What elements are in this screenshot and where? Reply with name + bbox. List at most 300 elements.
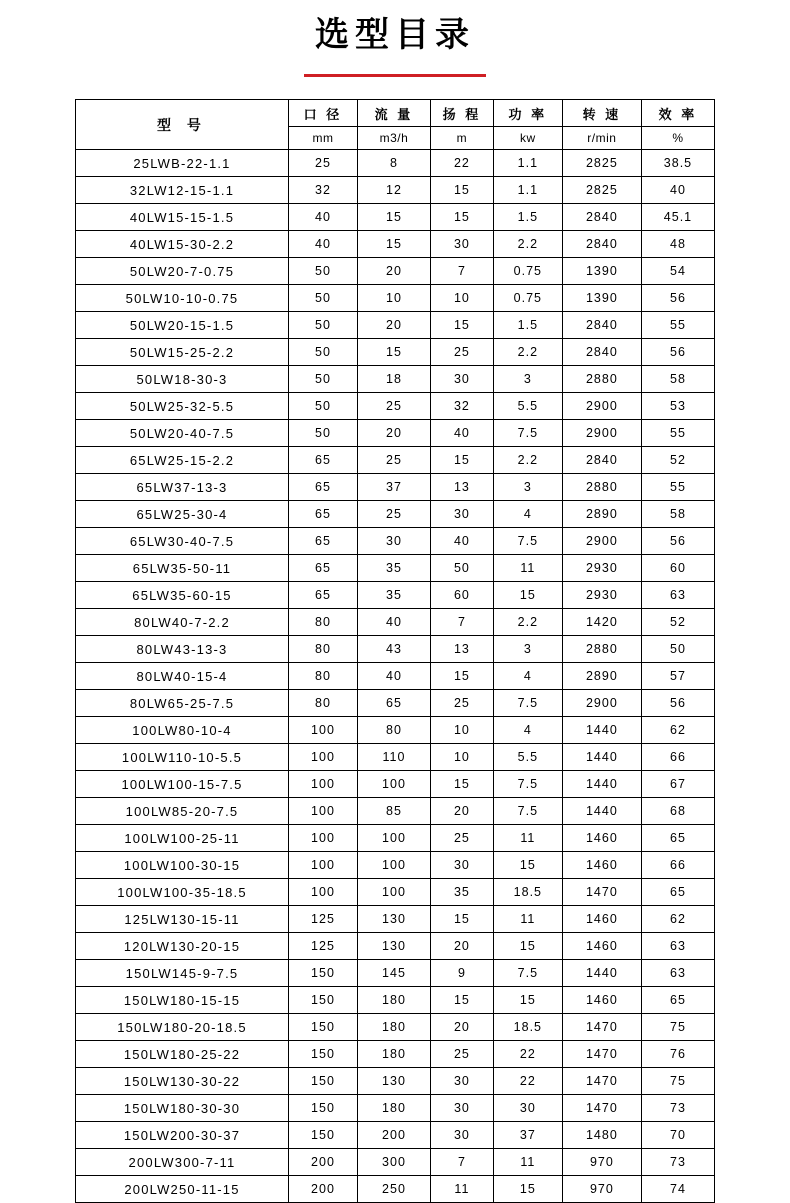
cell-value: 65 [289, 528, 358, 555]
cell-value: 1470 [562, 1014, 641, 1041]
cell-value: 15 [357, 339, 430, 366]
cell-value: 11 [493, 906, 562, 933]
cell-value: 25 [430, 690, 493, 717]
cell-value: 15 [430, 906, 493, 933]
cell-value: 50 [289, 366, 358, 393]
cell-value: 65 [641, 879, 714, 906]
cell-value: 66 [641, 744, 714, 771]
cell-value: 50 [289, 285, 358, 312]
cell-model: 200LW300-7-11 [76, 1149, 289, 1176]
table-row [76, 474, 715, 501]
cell-value: 2840 [562, 231, 641, 258]
cell-value: 9 [430, 960, 493, 987]
cell-value: 52 [641, 609, 714, 636]
cell-value: 80 [289, 690, 358, 717]
cell-value: 65 [289, 501, 358, 528]
unit-diameter: mm [289, 127, 358, 150]
cell-value: 56 [641, 285, 714, 312]
cell-model: 65LW35-60-15 [76, 582, 289, 609]
cell-value: 1460 [562, 906, 641, 933]
cell-value: 2840 [562, 204, 641, 231]
cell-value: 5.5 [493, 393, 562, 420]
cell-value: 70 [641, 1122, 714, 1149]
cell-value: 5.5 [493, 744, 562, 771]
cell-value: 7.5 [493, 960, 562, 987]
cell-value: 180 [357, 1041, 430, 1068]
cell-value: 25 [430, 339, 493, 366]
column-header-diameter: 口 径 [289, 100, 358, 127]
cell-value: 15 [493, 933, 562, 960]
cell-model: 100LW100-35-18.5 [76, 879, 289, 906]
cell-value: 7.5 [493, 420, 562, 447]
table-row [76, 501, 715, 528]
cell-value: 30 [430, 1068, 493, 1095]
cell-model: 150LW180-20-18.5 [76, 1014, 289, 1041]
cell-value: 63 [641, 960, 714, 987]
cell-value: 15 [430, 204, 493, 231]
cell-value: 55 [641, 420, 714, 447]
cell-value: 76 [641, 1041, 714, 1068]
cell-model: 50LW15-25-2.2 [76, 339, 289, 366]
page-title: 选型目录 [315, 16, 475, 54]
cell-value: 2900 [562, 528, 641, 555]
cell-model: 100LW85-20-7.5 [76, 798, 289, 825]
table-row [76, 690, 715, 717]
cell-value: 250 [357, 1176, 430, 1203]
cell-value: 65 [289, 474, 358, 501]
cell-model: 65LW25-15-2.2 [76, 447, 289, 474]
cell-value: 58 [641, 501, 714, 528]
cell-value: 1440 [562, 960, 641, 987]
cell-value: 200 [289, 1176, 358, 1203]
column-header-speed: 转 速 [562, 100, 641, 127]
cell-value: 63 [641, 933, 714, 960]
cell-value: 15 [430, 447, 493, 474]
cell-value: 48 [641, 231, 714, 258]
table-row [76, 1041, 715, 1068]
cell-value: 3 [493, 636, 562, 663]
table-row [76, 339, 715, 366]
cell-model: 50LW18-30-3 [76, 366, 289, 393]
column-header-flow: 流 量 [357, 100, 430, 127]
cell-value: 7.5 [493, 798, 562, 825]
cell-value: 15 [493, 1176, 562, 1203]
table-body [76, 150, 715, 1203]
unit-speed: r/min [562, 127, 641, 150]
cell-value: 100 [289, 852, 358, 879]
cell-value: 2930 [562, 555, 641, 582]
unit-head: m [430, 127, 493, 150]
cell-value: 2880 [562, 474, 641, 501]
cell-value: 15 [430, 771, 493, 798]
unit-flow: m3/h [357, 127, 430, 150]
cell-value: 53 [641, 393, 714, 420]
cell-value: 80 [289, 609, 358, 636]
table-row [76, 933, 715, 960]
table-row [76, 231, 715, 258]
title-underline [304, 74, 486, 77]
cell-value: 55 [641, 474, 714, 501]
cell-value: 130 [357, 933, 430, 960]
cell-value: 45.1 [641, 204, 714, 231]
cell-value: 2.2 [493, 231, 562, 258]
cell-model: 100LW100-30-15 [76, 852, 289, 879]
cell-value: 4 [493, 663, 562, 690]
cell-value: 15 [357, 204, 430, 231]
cell-value: 150 [289, 960, 358, 987]
cell-value: 43 [357, 636, 430, 663]
cell-model: 80LW65-25-7.5 [76, 690, 289, 717]
cell-value: 7.5 [493, 690, 562, 717]
cell-value: 62 [641, 906, 714, 933]
cell-value: 18 [357, 366, 430, 393]
cell-value: 4 [493, 501, 562, 528]
table-row [76, 879, 715, 906]
cell-value: 11 [493, 555, 562, 582]
cell-value: 2880 [562, 366, 641, 393]
cell-value: 145 [357, 960, 430, 987]
cell-model: 65LW37-13-3 [76, 474, 289, 501]
cell-value: 1460 [562, 933, 641, 960]
cell-value: 20 [357, 312, 430, 339]
cell-value: 50 [289, 312, 358, 339]
cell-value: 100 [289, 717, 358, 744]
cell-value: 100 [357, 825, 430, 852]
cell-value: 15 [430, 312, 493, 339]
cell-value: 15 [493, 852, 562, 879]
cell-value: 74 [641, 1176, 714, 1203]
table-row [76, 420, 715, 447]
cell-value: 38.5 [641, 150, 714, 177]
cell-value: 2900 [562, 690, 641, 717]
cell-value: 2825 [562, 177, 641, 204]
cell-value: 65 [641, 987, 714, 1014]
cell-value: 2840 [562, 339, 641, 366]
cell-value: 20 [430, 933, 493, 960]
cell-value: 3 [493, 474, 562, 501]
table-row [76, 744, 715, 771]
cell-value: 1460 [562, 852, 641, 879]
cell-value: 0.75 [493, 258, 562, 285]
table-row [76, 852, 715, 879]
cell-value: 60 [641, 555, 714, 582]
cell-value: 150 [289, 1122, 358, 1149]
cell-value: 67 [641, 771, 714, 798]
cell-value: 35 [357, 555, 430, 582]
cell-model: 200LW250-11-15 [76, 1176, 289, 1203]
cell-model: 125LW130-15-11 [76, 906, 289, 933]
unit-efficiency: % [641, 127, 714, 150]
cell-value: 2900 [562, 420, 641, 447]
cell-value: 25 [357, 447, 430, 474]
cell-value: 25 [289, 150, 358, 177]
cell-value: 32 [430, 393, 493, 420]
cell-value: 15 [430, 663, 493, 690]
cell-value: 110 [357, 744, 430, 771]
cell-value: 20 [430, 798, 493, 825]
cell-value: 1440 [562, 798, 641, 825]
cell-value: 100 [357, 771, 430, 798]
cell-model: 100LW100-15-7.5 [76, 771, 289, 798]
cell-value: 10 [430, 285, 493, 312]
cell-value: 50 [289, 393, 358, 420]
cell-value: 8 [357, 150, 430, 177]
cell-value: 300 [357, 1149, 430, 1176]
cell-value: 58 [641, 366, 714, 393]
table-row [76, 528, 715, 555]
cell-value: 2.2 [493, 609, 562, 636]
cell-value: 150 [289, 1041, 358, 1068]
cell-value: 10 [357, 285, 430, 312]
table-row [76, 447, 715, 474]
cell-value: 73 [641, 1095, 714, 1122]
cell-value: 7 [430, 258, 493, 285]
cell-value: 1390 [562, 258, 641, 285]
cell-model: 65LW25-30-4 [76, 501, 289, 528]
table-row [76, 987, 715, 1014]
table-row [76, 285, 715, 312]
cell-value: 1440 [562, 744, 641, 771]
cell-value: 75 [641, 1014, 714, 1041]
cell-model: 150LW200-30-37 [76, 1122, 289, 1149]
cell-value: 30 [357, 528, 430, 555]
cell-value: 80 [289, 663, 358, 690]
cell-value: 22 [430, 150, 493, 177]
cell-value: 62 [641, 717, 714, 744]
cell-value: 12 [357, 177, 430, 204]
cell-value: 130 [357, 1068, 430, 1095]
cell-value: 11 [493, 825, 562, 852]
cell-value: 18.5 [493, 879, 562, 906]
cell-value: 100 [289, 879, 358, 906]
cell-value: 13 [430, 474, 493, 501]
cell-value: 1470 [562, 1068, 641, 1095]
cell-value: 20 [357, 258, 430, 285]
cell-value: 32 [289, 177, 358, 204]
cell-value: 150 [289, 987, 358, 1014]
cell-value: 37 [493, 1122, 562, 1149]
cell-value: 10 [430, 717, 493, 744]
cell-model: 100LW100-25-11 [76, 825, 289, 852]
cell-value: 66 [641, 852, 714, 879]
cell-value: 40 [357, 609, 430, 636]
cell-model: 32LW12-15-1.1 [76, 177, 289, 204]
column-header-model: 型 号 [76, 100, 289, 150]
cell-value: 1.1 [493, 150, 562, 177]
cell-value: 2880 [562, 636, 641, 663]
cell-value: 65 [289, 555, 358, 582]
cell-model: 150LW130-30-22 [76, 1068, 289, 1095]
cell-value: 30 [430, 1095, 493, 1122]
cell-value: 180 [357, 1014, 430, 1041]
cell-model: 50LW10-10-0.75 [76, 285, 289, 312]
cell-value: 970 [562, 1176, 641, 1203]
cell-model: 150LW180-25-22 [76, 1041, 289, 1068]
title-block [0, 0, 790, 77]
cell-value: 80 [289, 636, 358, 663]
cell-value: 2.2 [493, 339, 562, 366]
cell-value: 1470 [562, 1095, 641, 1122]
table-row [76, 1122, 715, 1149]
spec-table [75, 99, 715, 1203]
table-row [76, 312, 715, 339]
table-row [76, 906, 715, 933]
cell-value: 50 [641, 636, 714, 663]
cell-value: 40 [641, 177, 714, 204]
table-row [76, 582, 715, 609]
cell-value: 40 [430, 420, 493, 447]
cell-value: 3 [493, 366, 562, 393]
cell-value: 100 [289, 771, 358, 798]
cell-model: 50LW25-32-5.5 [76, 393, 289, 420]
cell-value: 0.75 [493, 285, 562, 312]
cell-value: 40 [289, 204, 358, 231]
cell-value: 15 [430, 987, 493, 1014]
cell-value: 1.1 [493, 177, 562, 204]
cell-value: 100 [357, 879, 430, 906]
spec-table-wrap [75, 99, 715, 1203]
cell-value: 11 [430, 1176, 493, 1203]
cell-value: 63 [641, 582, 714, 609]
cell-value: 22 [493, 1041, 562, 1068]
cell-value: 2840 [562, 312, 641, 339]
cell-value: 1440 [562, 771, 641, 798]
table-row [76, 1014, 715, 1041]
cell-value: 80 [357, 717, 430, 744]
cell-value: 2890 [562, 501, 641, 528]
cell-value: 50 [289, 339, 358, 366]
cell-model: 150LW145-9-7.5 [76, 960, 289, 987]
cell-value: 37 [357, 474, 430, 501]
cell-value: 1440 [562, 717, 641, 744]
cell-value: 35 [357, 582, 430, 609]
cell-value: 150 [289, 1095, 358, 1122]
cell-model: 40LW15-15-1.5 [76, 204, 289, 231]
table-row [76, 663, 715, 690]
cell-value: 2890 [562, 663, 641, 690]
cell-value: 7.5 [493, 771, 562, 798]
cell-value: 7 [430, 1149, 493, 1176]
cell-value: 75 [641, 1068, 714, 1095]
cell-value: 100 [289, 798, 358, 825]
table-row [76, 636, 715, 663]
cell-value: 100 [289, 744, 358, 771]
cell-value: 150 [289, 1068, 358, 1095]
cell-value: 56 [641, 339, 714, 366]
cell-value: 56 [641, 690, 714, 717]
cell-value: 60 [430, 582, 493, 609]
cell-value: 40 [289, 231, 358, 258]
cell-value: 68 [641, 798, 714, 825]
cell-value: 150 [289, 1014, 358, 1041]
column-header-efficiency: 效 率 [641, 100, 714, 127]
cell-value: 130 [357, 906, 430, 933]
cell-value: 25 [357, 393, 430, 420]
table-row [76, 717, 715, 744]
cell-value: 15 [357, 231, 430, 258]
table-row [76, 177, 715, 204]
table-row [76, 1068, 715, 1095]
cell-model: 40LW15-30-2.2 [76, 231, 289, 258]
cell-value: 2840 [562, 447, 641, 474]
table-head [76, 100, 715, 150]
table-row [76, 1176, 715, 1203]
cell-model: 120LW130-20-15 [76, 933, 289, 960]
cell-value: 30 [430, 501, 493, 528]
cell-value: 57 [641, 663, 714, 690]
table-row [76, 258, 715, 285]
cell-model: 150LW180-15-15 [76, 987, 289, 1014]
cell-value: 40 [357, 663, 430, 690]
cell-value: 25 [430, 1041, 493, 1068]
column-header-head: 扬 程 [430, 100, 493, 127]
cell-value: 2930 [562, 582, 641, 609]
cell-value: 30 [430, 231, 493, 258]
cell-value: 50 [289, 258, 358, 285]
cell-value: 1460 [562, 987, 641, 1014]
table-row [76, 798, 715, 825]
table-row [76, 366, 715, 393]
cell-model: 65LW35-50-11 [76, 555, 289, 582]
cell-value: 180 [357, 987, 430, 1014]
cell-value: 7.5 [493, 528, 562, 555]
cell-model: 50LW20-7-0.75 [76, 258, 289, 285]
cell-value: 2.2 [493, 447, 562, 474]
cell-model: 80LW40-7-2.2 [76, 609, 289, 636]
table-row [76, 393, 715, 420]
cell-value: 1.5 [493, 312, 562, 339]
cell-value: 85 [357, 798, 430, 825]
cell-value: 50 [430, 555, 493, 582]
cell-value: 1390 [562, 285, 641, 312]
cell-value: 15 [430, 177, 493, 204]
cell-model: 50LW20-15-1.5 [76, 312, 289, 339]
cell-model: 25LWB-22-1.1 [76, 150, 289, 177]
cell-model: 100LW110-10-5.5 [76, 744, 289, 771]
cell-model: 100LW80-10-4 [76, 717, 289, 744]
cell-value: 25 [357, 501, 430, 528]
cell-value: 18.5 [493, 1014, 562, 1041]
cell-value: 1.5 [493, 204, 562, 231]
cell-value: 20 [430, 1014, 493, 1041]
cell-value: 180 [357, 1095, 430, 1122]
cell-value: 1470 [562, 1041, 641, 1068]
column-header-power: 功 率 [493, 100, 562, 127]
cell-value: 20 [357, 420, 430, 447]
cell-value: 30 [430, 852, 493, 879]
cell-value: 35 [430, 879, 493, 906]
cell-model: 65LW30-40-7.5 [76, 528, 289, 555]
cell-value: 52 [641, 447, 714, 474]
cell-value: 30 [430, 366, 493, 393]
cell-value: 50 [289, 420, 358, 447]
cell-value: 970 [562, 1149, 641, 1176]
cell-value: 10 [430, 744, 493, 771]
table-row [76, 825, 715, 852]
cell-value: 125 [289, 933, 358, 960]
cell-value: 200 [357, 1122, 430, 1149]
cell-value: 125 [289, 906, 358, 933]
cell-value: 65 [641, 825, 714, 852]
header-row [76, 100, 715, 127]
cell-value: 100 [357, 852, 430, 879]
table-row [76, 1095, 715, 1122]
cell-model: 80LW43-13-3 [76, 636, 289, 663]
table-row [76, 204, 715, 231]
cell-value: 1420 [562, 609, 641, 636]
cell-value: 15 [493, 987, 562, 1014]
cell-value: 200 [289, 1149, 358, 1176]
